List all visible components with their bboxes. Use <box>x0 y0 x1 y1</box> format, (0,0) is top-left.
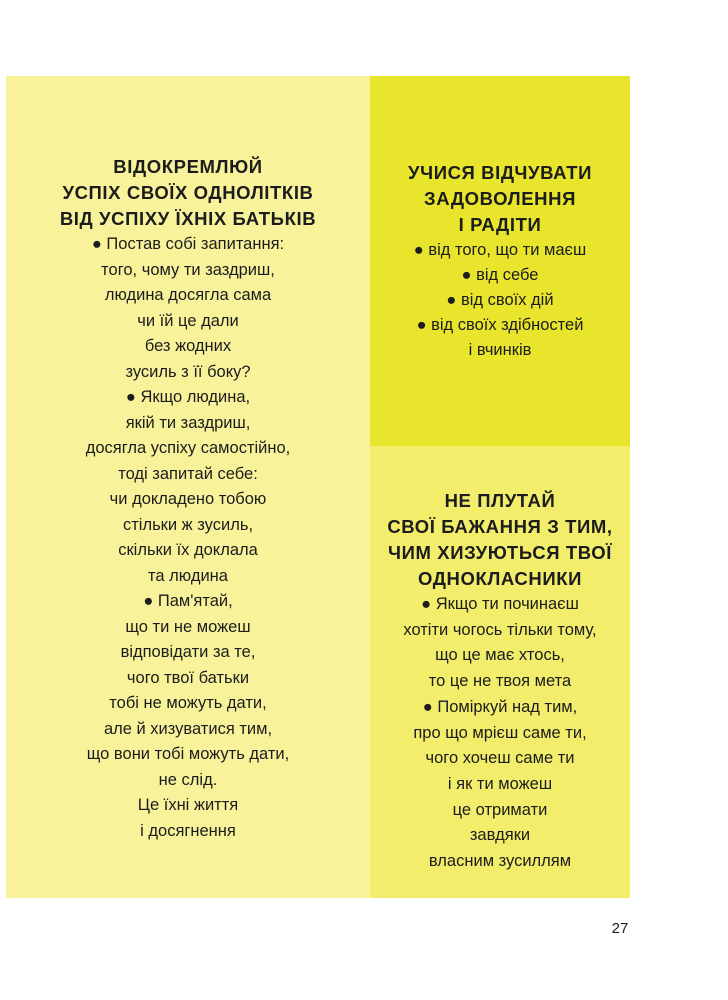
text-line: ● від своїх дій <box>446 291 554 309</box>
bottom-right-text <box>370 592 630 875</box>
text-line: ● від того, що ти маєш <box>413 241 587 259</box>
title-line: ЗАДОВОЛЕННЯ <box>424 188 576 209</box>
text-line: ● Поміркуй над тим, <box>422 697 578 716</box>
left-panel <box>6 76 370 898</box>
text-line: та людина <box>148 566 228 585</box>
text-line: і досягнення <box>140 821 236 840</box>
text-line: завдяки <box>469 826 531 845</box>
title-line: ВІДОКРЕМЛЮЙ <box>113 156 263 177</box>
text-line: власним зусиллям <box>428 852 572 871</box>
title-line: УСПІХ СВОЇХ ОДНОЛІТКІВ <box>62 182 314 203</box>
text-line: і як ти можеш <box>447 774 553 793</box>
title-line: УЧИСЯ ВІДЧУВАТИ <box>407 162 593 183</box>
text-line: людина досягла сама <box>104 286 272 304</box>
title-line: ЧИМ ХИЗУЮТЬСЯ ТВОЇ <box>388 542 612 563</box>
text-line: це отримати <box>452 800 548 819</box>
text-line: ● від своїх здібностей <box>416 316 584 334</box>
top-right-title <box>370 160 630 238</box>
text-line: що це має хтось, <box>435 646 565 665</box>
text-line: Це їхні життя <box>137 796 239 814</box>
page-number: 27 <box>611 920 629 937</box>
text-line: що ти не можеш <box>125 617 251 636</box>
text-line: хотіти чогось тільки тому, <box>403 620 597 639</box>
text-line: досягла успіху самостійно, <box>85 439 291 457</box>
text-line: ● Якщо ти починаєш <box>421 595 579 613</box>
text-line: ● від себе <box>461 266 539 284</box>
text-line: чи їй це дали <box>137 311 239 330</box>
text-line: тобі не можуть дати, <box>109 694 267 712</box>
text-line: скільки їх доклала <box>118 541 258 559</box>
bottom-right-panel <box>370 446 630 898</box>
left-text <box>6 232 370 844</box>
title-line: СВОЇ БАЖАННЯ З ТИМ, <box>387 516 613 537</box>
text-line: чого хочеш саме ти <box>425 749 575 768</box>
text-line: чого твої батьки <box>126 668 250 687</box>
text-line: але й хизуватися тим, <box>103 719 273 738</box>
text-line: і вчинків <box>468 341 532 359</box>
title-line: І РАДІТИ <box>458 214 542 235</box>
text-line: не слід. <box>158 770 218 789</box>
top-right-text <box>370 238 630 363</box>
title-line: ОДНОКЛАСНИКИ <box>417 568 583 589</box>
text-line: відповідати за те, <box>120 643 256 661</box>
left-title <box>6 154 370 232</box>
top-right-panel <box>370 76 630 446</box>
text-line: стільки ж зусиль, <box>122 515 254 534</box>
text-line: що вони тобі можуть дати, <box>86 745 290 763</box>
text-line: ● Постав собі запитання: <box>91 235 285 253</box>
title-line: НЕ ПЛУТАЙ <box>444 490 556 511</box>
text-line: того, чому ти заздриш, <box>101 260 275 279</box>
text-line: то це не твоя мета <box>428 672 572 691</box>
text-line: ● Пам'ятай, <box>143 592 233 610</box>
text-line: ● Якщо людина, <box>125 388 251 406</box>
text-line: зусиль з її боку? <box>125 362 251 381</box>
title-line: ВІД УСПІХУ ЇХНІХ БАТЬКІВ <box>59 208 317 229</box>
text-line: чи докладено тобою <box>109 490 267 508</box>
text-line: без жодних <box>144 337 232 355</box>
text-line: якій ти заздриш, <box>125 413 251 432</box>
bottom-right-title <box>370 488 630 592</box>
text-line: тоді запитай себе: <box>118 464 258 483</box>
text-line: про що мрієш саме ти, <box>413 723 587 742</box>
